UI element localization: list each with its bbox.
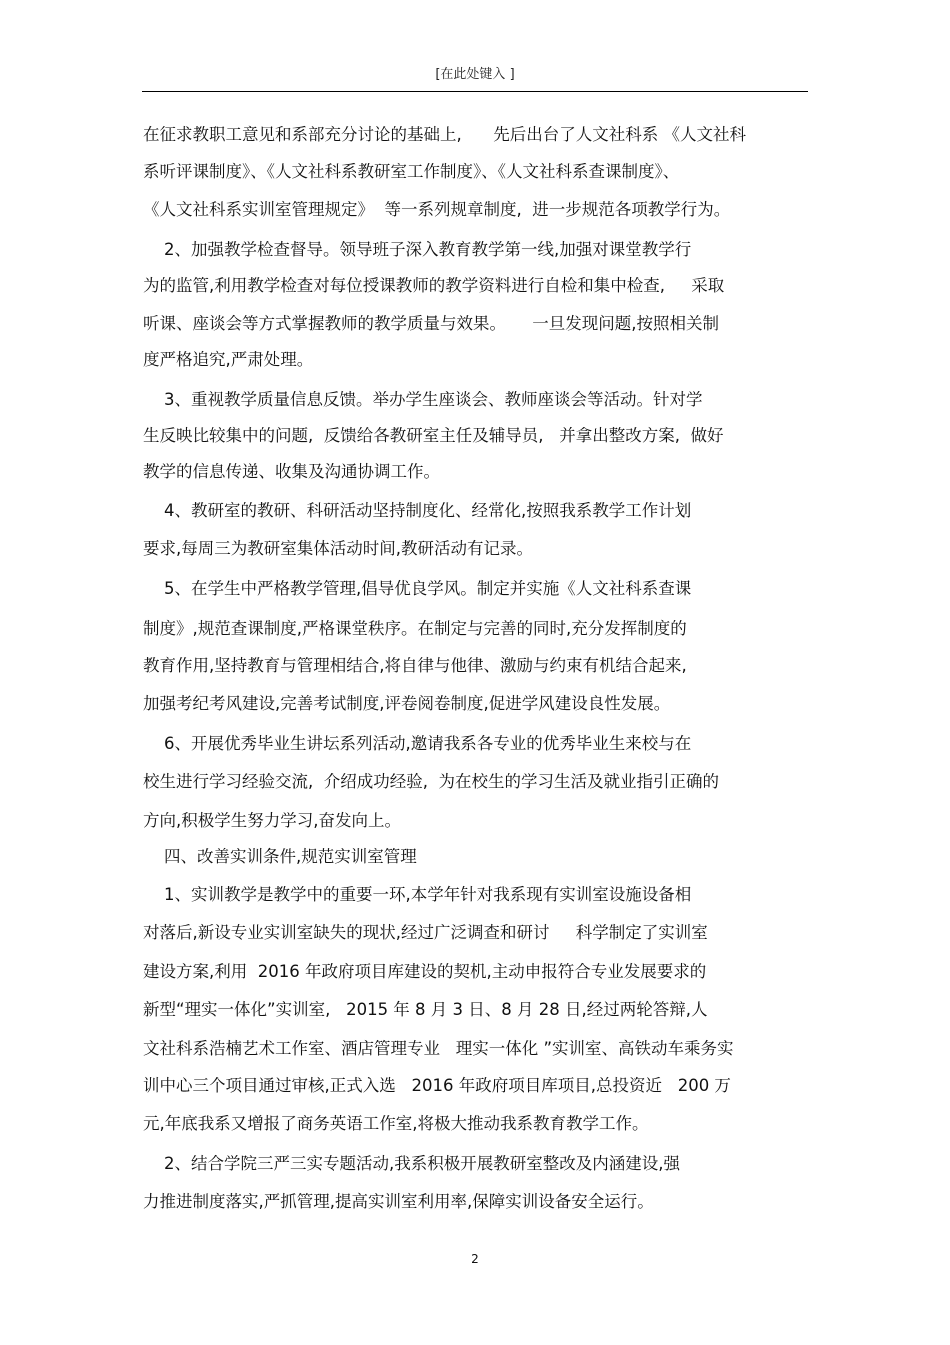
text-line: 在征求教职工意见和系部充分讨论的基础上, 先后出台了人文社科系 《人文社科 [143, 125, 746, 144]
text-line: 2、加强教学检查督导。领导班子深入教育教学第一线,加强对课堂教学行 [143, 240, 692, 259]
text-line: 制度》,规范查课制度,严格课堂秩序。在制定与完善的同时,充分发挥制度的 [143, 619, 687, 638]
text-line: 新型“理实一体化”实训室, 2015 年 8 月 3 日、8 月 28 日,经过两轮答辩,人 [143, 1000, 708, 1019]
section-heading: 四、改善实训条件,规范实训室管理 [143, 847, 417, 866]
text-line: 听课、座谈会等方式掌握教师的教学质量与效果。 一旦发现问题,按照相关制 [143, 314, 719, 333]
text-line: 文社科系浩楠艺术工作室、酒店管理专业 理实一体化 ”实训室、高铁动车乘务实 [143, 1039, 734, 1058]
text-line: 4、教研室的教研、科研活动坚持制度化、经常化,按照我系教学工作计划 [143, 501, 692, 520]
text-line: 6、开展优秀毕业生讲坛系列活动,邀请我系各专业的优秀毕业生来校与在 [143, 734, 692, 753]
text-line: 力推进制度落实,严抓管理,提高实训室利用率,保障实训设备安全运行。 [143, 1192, 654, 1211]
text-line: 度严格追究,严肃处理。 [143, 350, 314, 369]
text-line: 生反映比较集中的问题, 反馈给各教研室主任及辅导员, 并拿出整改方案, 做好 [143, 426, 724, 445]
header-rule [142, 91, 808, 92]
text-line: 系听评课制度》、《人文社科系教研室工作制度》、《人文社科系查课制度》、 [143, 162, 680, 181]
text-line: 为的监管,利用教学检查对每位授课教师的教学资料进行自检和集中检查, 采取 [143, 276, 725, 295]
page-header: [在此处键入 ] [435, 67, 515, 82]
text-line: 教育作用,坚持教育与管理相结合,将自律与他律、激励与约束有机结合起来, [143, 656, 687, 675]
text-line: 对落后,新设专业实训室缺失的现状,经过广泛调查和研讨 科学制定了实训室 [143, 923, 708, 942]
text-line: 校生进行学习经验交流, 介绍成功经验, 为在校生的学习生活及就业指引正确的 [143, 772, 719, 791]
page-number: 2 [471, 1252, 479, 1266]
text-line: 建设方案,利用 2016 年政府项目库建设的契机,主动申报符合专业发展要求的 [143, 962, 707, 981]
text-line: 元,年底我系又增报了商务英语工作室,将极大推动我系教育教学工作。 [143, 1114, 649, 1133]
text-line: 加强考纪考风建设,完善考试制度,评卷阅卷制度,促进学风建设良性发展。 [143, 694, 671, 713]
text-line: 方向,积极学生努力学习,奋发向上。 [143, 811, 401, 830]
text-line: 2、结合学院三严三实专题活动,我系积极开展教研室整改及内涵建设,强 [143, 1154, 680, 1173]
text-line: 5、在学生中严格教学管理,倡导优良学风。制定并实施《人文社科系查课 [143, 579, 692, 598]
text-line: 教学的信息传递、收集及沟通协调工作。 [143, 462, 440, 481]
text-line: 《人文社科系实训室管理规定》 等一系列规章制度, 进一步规范各项教学行为。 [143, 200, 731, 219]
text-line: 训中心三个项目通过审核,正式入选 2016 年政府项目库项目,总投资近 200 万 [143, 1076, 731, 1095]
text-line: 要求,每周三为教研室集体活动时间,教研活动有记录。 [143, 539, 533, 558]
text-line: 1、实训教学是教学中的重要一环,本学年针对我系现有实训室设施设备相 [143, 885, 692, 904]
text-line: 3、重视教学质量信息反馈。举办学生座谈会、教师座谈会等活动。针对学 [143, 390, 703, 409]
